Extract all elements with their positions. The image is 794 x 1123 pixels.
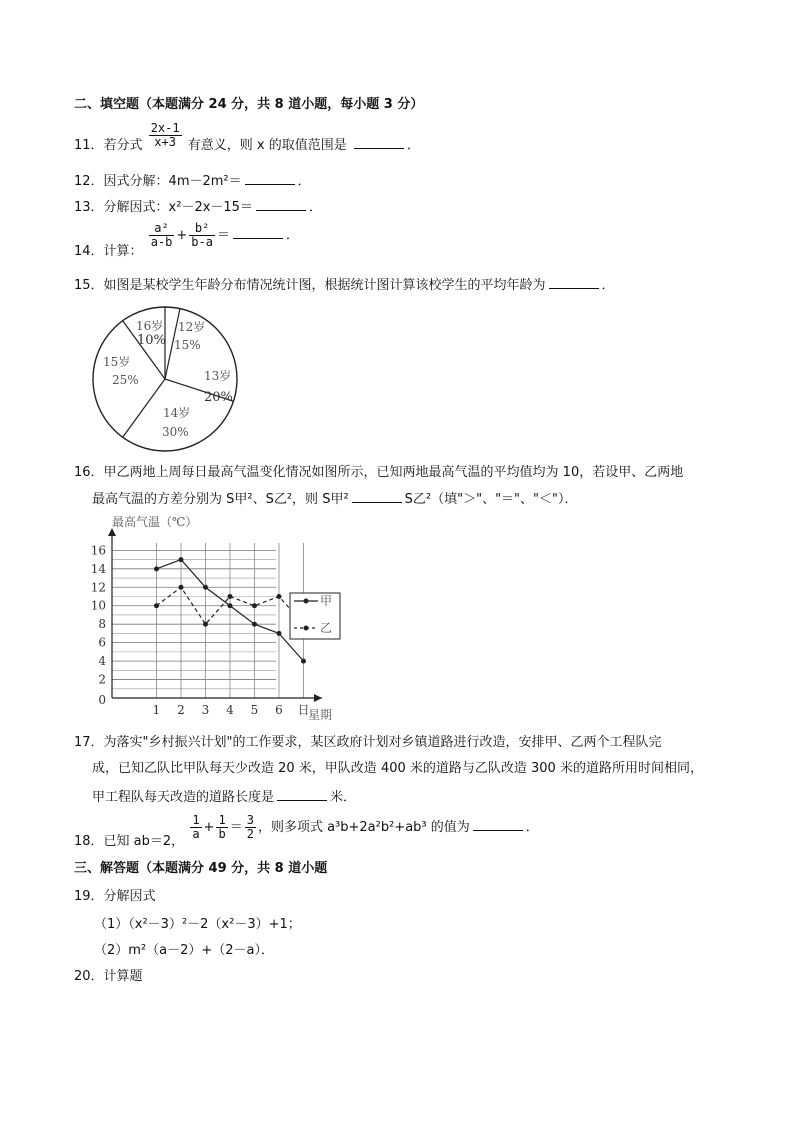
question-11 — [74, 121, 420, 155]
q14-f1-numerator: a² — [149, 222, 175, 236]
y-axis-arrow — [108, 528, 116, 536]
data-point-yi — [228, 594, 233, 599]
pie-label-15: 15岁 — [103, 355, 131, 369]
x-tick-label: 6 — [275, 703, 283, 717]
q11-numerator: 2x-1 — [150, 121, 180, 135]
q18-fraction-1 — [190, 814, 201, 841]
q18-fraction-2 — [216, 814, 227, 841]
q14-fraction-2 — [189, 222, 215, 249]
q18-f2-denominator: b — [218, 827, 226, 841]
q15-answer-blank[interactable] — [549, 276, 599, 289]
q11-fraction — [149, 122, 182, 149]
q18-f2-numerator: 1 — [218, 813, 226, 827]
q18-f3-denominator: 2 — [246, 827, 254, 841]
data-point-jia — [301, 659, 306, 664]
q14-end: ． — [285, 228, 299, 243]
q16-answer-blank[interactable] — [352, 490, 402, 503]
q15-text: 15．如图是某校学生年龄分布情况统计图，根据统计图计算该校学生的平均年龄为 — [74, 278, 546, 293]
q17-line3-b: 米． — [330, 790, 357, 805]
q14-equals: ＝ — [216, 228, 230, 243]
data-point-jia — [228, 603, 233, 608]
q13-end: ． — [308, 200, 322, 215]
x-tick-label: 日 — [297, 703, 310, 717]
q18-f1-numerator: 1 — [192, 813, 200, 827]
q17-line3-a: 甲工程队每天改造的道路长度是 — [92, 790, 275, 805]
q14-f2-numerator: b² — [189, 222, 215, 236]
x-tick-label: 1 — [152, 703, 161, 717]
legend-label-yi: 乙 — [320, 621, 333, 635]
question-19-title: 19．分解因式 — [74, 889, 156, 904]
q16-line2-a: 最高气温的方差分别为 S甲²、S乙²，则 S甲² — [92, 492, 349, 507]
y-tick-label: 8 — [98, 617, 106, 632]
data-point-yi — [203, 622, 208, 627]
data-point-yi — [252, 603, 257, 608]
pie-pct-12: 15% — [174, 338, 201, 352]
question-12 — [74, 172, 311, 191]
y-tick-label: 6 — [98, 635, 106, 650]
temperature-line-chart — [86, 512, 348, 724]
pie-pct-13: 20% — [204, 390, 233, 405]
x-tick-label: 5 — [250, 703, 259, 717]
q12-answer-blank[interactable] — [245, 172, 295, 185]
q11-denominator: x+3 — [154, 135, 176, 149]
question-17-line3 — [92, 788, 356, 807]
x-tick-label: 4 — [226, 703, 234, 717]
q14-answer-blank[interactable] — [233, 226, 283, 239]
q18-suffix: ，则多项式 a³b+2a²b²+ab³ 的值为 — [257, 820, 470, 835]
question-14 — [74, 222, 299, 270]
data-point-yi — [179, 585, 184, 590]
q18-prefix: 18．已知 ab＝2， — [74, 834, 185, 849]
q14-f2-denominator: b-a — [191, 235, 213, 249]
question-17-line1: 17．为落实"乡村振兴计划"的工作要求，某区政府计划对乡镇道路进行改造，安排甲、乙两个工程队完 — [74, 735, 662, 750]
question-19-part2: （2）m²（a－2）+（2－a）． — [94, 943, 275, 958]
q18-fraction-3 — [245, 814, 256, 841]
pie-pct-15: 25% — [112, 373, 139, 387]
q17-answer-blank[interactable] — [277, 788, 327, 801]
question-15 — [74, 276, 615, 295]
legend-marker-yi — [304, 626, 309, 631]
y-tick-label: 12 — [90, 580, 106, 595]
data-point-jia — [203, 585, 208, 590]
q14-prefix: 14．计算： — [74, 244, 143, 259]
pie-pct-16: 10% — [137, 333, 166, 348]
question-13 — [74, 198, 322, 217]
pie-label-14: 14岁 — [163, 406, 191, 420]
data-point-jia — [252, 622, 257, 627]
legend-marker-jia — [304, 599, 309, 604]
pie-label-12: 12岁 — [178, 320, 206, 334]
y-tick-label: 14 — [90, 561, 106, 576]
q16-line2-b: S乙²（填"＞"、"＝"、"＜"）． — [404, 492, 578, 507]
q18-plus: + — [203, 820, 215, 835]
y-tick-label: 10 — [90, 598, 106, 613]
chart-xlabel: 星期 — [308, 708, 333, 722]
q12-text: 12．因式分解：4m－2m²＝ — [74, 174, 242, 189]
data-point-yi — [277, 594, 282, 599]
q14-f1-denominator: a-b — [150, 235, 173, 249]
q15-end: ． — [601, 278, 615, 293]
data-point-jia — [277, 631, 282, 636]
question-18 — [74, 814, 539, 850]
data-point-jia — [179, 557, 184, 562]
q11-suffix: 有意义，则 x 的取值范围是 — [187, 138, 347, 153]
q18-f3-numerator: 3 — [246, 813, 254, 827]
x-tick-label: 3 — [201, 703, 210, 717]
y-tick-label: 0 — [98, 693, 106, 707]
y-tick-label: 16 — [90, 543, 106, 558]
question-20-title: 20．计算题 — [74, 969, 143, 984]
legend-box — [290, 593, 340, 639]
pie-label-13: 13岁 — [204, 369, 232, 383]
question-17-line2: 成，已知乙队比甲队每天少改造 20 米，甲队改造 400 米的道路与乙队改造 300 米的道路所用时间相同， — [92, 761, 703, 776]
question-16-line2 — [92, 490, 578, 509]
question-16-line1: 16．甲乙两地上周每日最高气温变化情况如图所示，已知两地最高气温的平均值均为 10，若设甲、乙两地 — [74, 465, 684, 480]
q13-answer-blank[interactable] — [256, 198, 306, 211]
q18-equals: ＝ — [229, 820, 243, 835]
pie-label-16: 16岁 — [136, 319, 164, 333]
section3-title: 三、解答题（本题满分 49 分，共 8 道小题 — [74, 861, 328, 876]
pie-chart — [88, 306, 244, 454]
q18-f1-denominator: a — [192, 827, 200, 841]
chart-title: 最高气温（℃） — [112, 515, 198, 529]
q11-end: ． — [406, 138, 420, 153]
question-19-part1: （1）（x²－3）²－2（x²－3）+1； — [94, 917, 301, 932]
q14-fraction-1 — [149, 222, 175, 249]
pie-pct-14: 30% — [162, 425, 189, 439]
y-tick-label: 4 — [98, 654, 106, 669]
x-tick-label: 2 — [177, 703, 185, 717]
x-axis-arrow — [314, 694, 322, 702]
y-tick-label: 2 — [98, 672, 106, 687]
data-point-jia — [154, 566, 159, 571]
q11-answer-blank[interactable] — [354, 136, 404, 149]
section2-title: 二、填空题（本题满分 24 分，共 8 道小题，每小题 3 分） — [74, 97, 424, 112]
q13-text: 13．分解因式：x²－2x－15＝ — [74, 200, 253, 215]
q11-prefix: 11．若分式 — [74, 138, 143, 153]
q18-end: ． — [525, 820, 539, 835]
data-point-yi — [154, 603, 159, 608]
q18-answer-blank[interactable] — [473, 818, 523, 831]
q12-end: ． — [297, 174, 311, 189]
legend-label-jia: 甲 — [320, 594, 333, 608]
q14-plus: + — [176, 228, 188, 243]
